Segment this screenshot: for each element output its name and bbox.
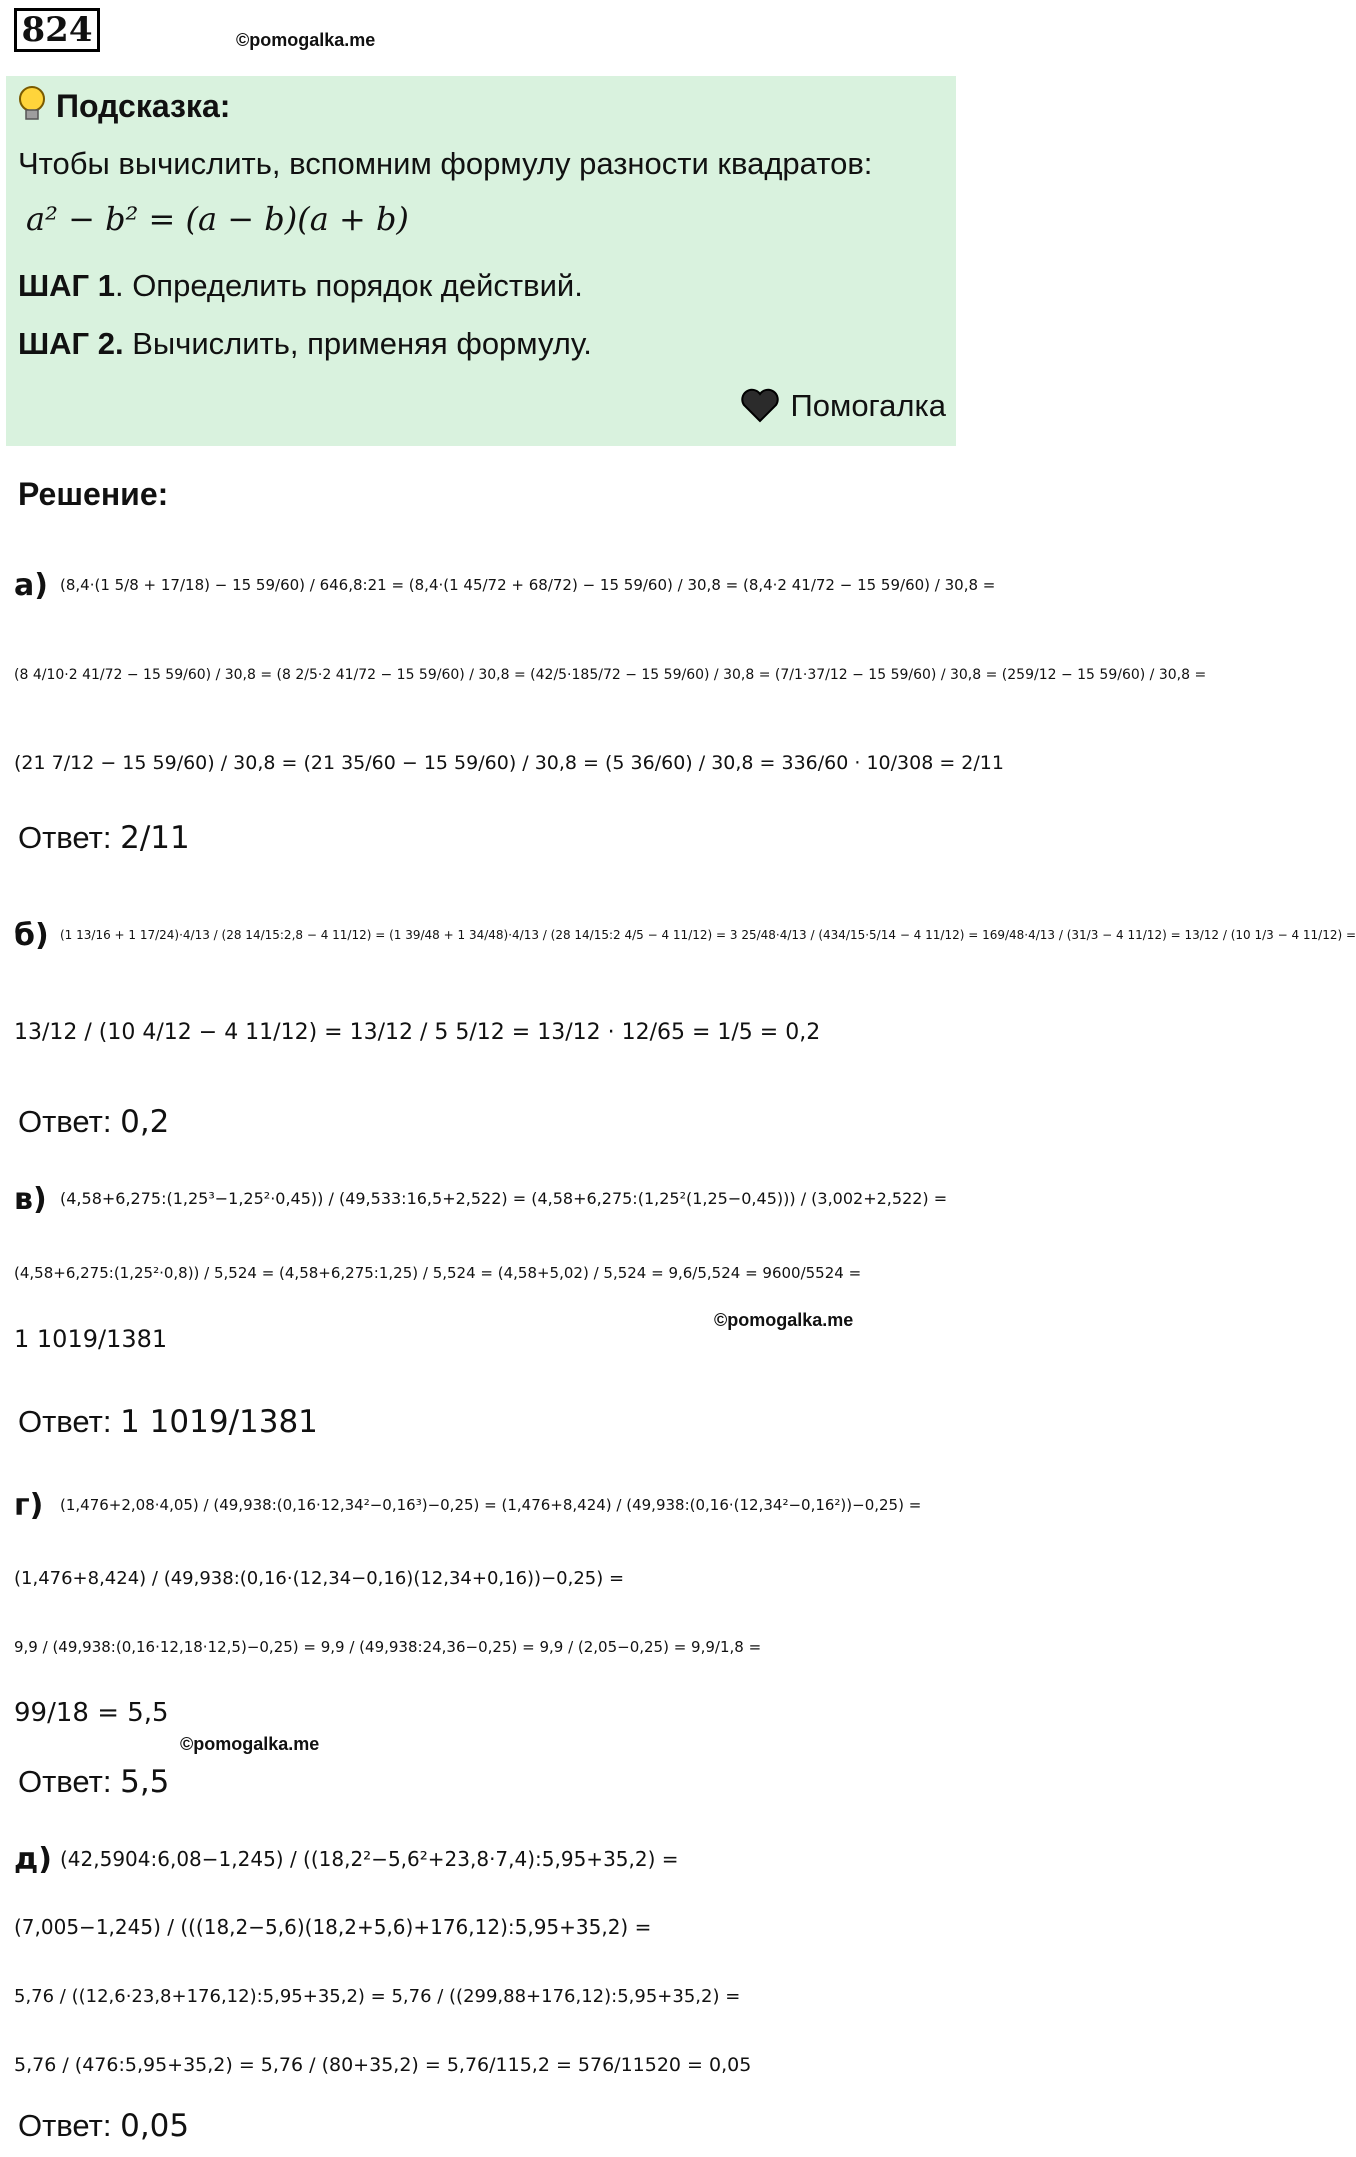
hint-text: Чтобы вычислить, вспомним формулу разности квадратов: [18,146,873,181]
answer-label: Ответ: [18,2108,112,2143]
answer-value: 5,5 [120,1764,170,1800]
solution-title: Решение: [18,476,169,512]
answer-value: 0,2 [120,1104,170,1140]
part-a-label: а) [14,568,48,603]
answer-label: Ответ: [18,1764,112,1799]
part-g-row-3: 9,9 / (49,938:(0,16·12,18·12,5)−0,25) = 9,9 / (49,938:24,36−0,25) = 9,9 / (2,05−0,25) = 9,9/1,8 = [14,1638,762,1656]
part-g-row-1: (1,476+2,08·4,05) / (49,938:(0,16·12,34²−0,16³)−0,25) = (1,476+8,424) / (49,938:(0,16·(12,34²−0,16²))−0,25) = [60,1496,922,1514]
part-v-answer [18,1404,318,1440]
part-b-row-1: (1 13/16 + 1 17/24)·4/13 / (28 14/15:2,8 − 4 11/12) = (1 39/48 + 1 34/48)·4/13 / (28 14/15:2 4/5 − 4 11/12) = 3 25/48·4/13 / (434/15·5/14 − 4 11/12) = 169/48·4/13 / (31/3 − 4 11/12) = 13/12 / (10 1/3 − 4 11/12) = [60,928,1356,942]
answer-label: Ответ: [18,1404,112,1439]
answer-label: Ответ: [18,820,112,855]
brand [740,388,946,424]
part-g-row-2: (1,476+8,424) / (49,938:(0,16·(12,34−0,16)(12,34+0,16))−0,25) = [14,1568,625,1589]
step1-label: ШАГ 1 [18,268,115,303]
part-v-row-2: (4,58+6,275:(1,25²·0,8)) / 5,524 = (4,58+6,275:1,25) / 5,524 = (4,58+5,02) / 5,524 = 9,6/5,524 = 9600/5524 = [14,1264,862,1282]
part-g-label: г) [14,1488,44,1523]
part-d-answer [18,2108,189,2144]
brand-name: Помогалка [790,388,946,423]
part-v-label: в) [14,1182,47,1217]
lightbulb-icon [16,84,48,124]
heart-icon [740,388,780,424]
answer-value: 0,05 [120,2108,190,2144]
hint-step-1 [18,268,583,304]
answer-value: 2/11 [120,820,190,856]
answer-value: 1 1019/1381 [120,1404,318,1440]
part-g-row-4: 99/18 = 5,5 [14,1698,169,1728]
part-b-row-2: 13/12 / (10 4/12 − 4 11/12) = 13/12 / 5 5/12 = 13/12 · 12/65 = 1/5 = 0,2 [14,1020,821,1045]
part-a-row-1: (8,4·(1 5/8 + 17/18) − 15 59/60) / 646,8:21 = (8,4·(1 45/72 + 68/72) − 15 59/60) / 30,8 = (8,4·2 41/72 − 15 59/60) / 30,8 = [60,576,996,594]
part-a-row-3: (21 7/12 − 15 59/60) / 30,8 = (21 35/60 − 15 59/60) / 30,8 = (5 36/60) / 30,8 = 336/60 · 10/308 = 2/11 [14,752,1004,774]
answer-label: Ответ: [18,1104,112,1139]
hint-formula: a² − b² = (a − b)(a + b) [26,200,409,238]
part-a-answer [18,820,190,856]
part-v-row-3: 1 1019/1381 [14,1325,168,1353]
hint-step-2 [18,326,592,362]
step2-text: Вычислить, применяя формулу. [123,326,592,361]
step1-text: . Определить порядок действий. [114,268,583,303]
watermark: ©pomogalka.me [714,1310,854,1330]
part-d-label: д) [14,1842,52,1877]
part-a-row-2: (8 4/10·2 41/72 − 15 59/60) / 30,8 = (8 2/5·2 41/72 − 15 59/60) / 30,8 = (42/5·185/72 − 15 59/60) / 30,8 = (7/1·37/12 − 15 59/60) / 30,8 = (259/12 − 15 59/60) / 30,8 = [14,667,1207,683]
part-d-row-4: 5,76 / (476:5,95+35,2) = 5,76 / (80+35,2) = 5,76/115,2 = 576/11520 = 0,05 [14,2054,752,2076]
part-g-answer [18,1764,169,1800]
hint-title: Подсказка: [56,88,231,124]
watermark: ©pomogalka.me [236,30,376,50]
part-b-answer [18,1104,169,1140]
part-b-label: б) [14,918,49,953]
problem-number: 824 [14,8,100,52]
watermark: ©pomogalka.me [180,1734,320,1754]
part-d-row-1: (42,5904:6,08−1,245) / ((18,2²−5,6²+23,8·7,4):5,95+35,2) = [60,1847,679,1871]
part-v-row-1: (4,58+6,275:(1,25³−1,25²·0,45)) / (49,533:16,5+2,522) = (4,58+6,275:(1,25²(1,25−0,45))) / (3,002+2,522) = [60,1189,948,1208]
part-d-row-3: 5,76 / ((12,6·23,8+176,12):5,95+35,2) = 5,76 / ((299,88+176,12):5,95+35,2) = [14,1986,741,2007]
step2-label: ШАГ 2. [18,326,124,361]
part-d-row-2: (7,005−1,245) / (((18,2−5,6)(18,2+5,6)+176,12):5,95+35,2) = [14,1915,652,1939]
